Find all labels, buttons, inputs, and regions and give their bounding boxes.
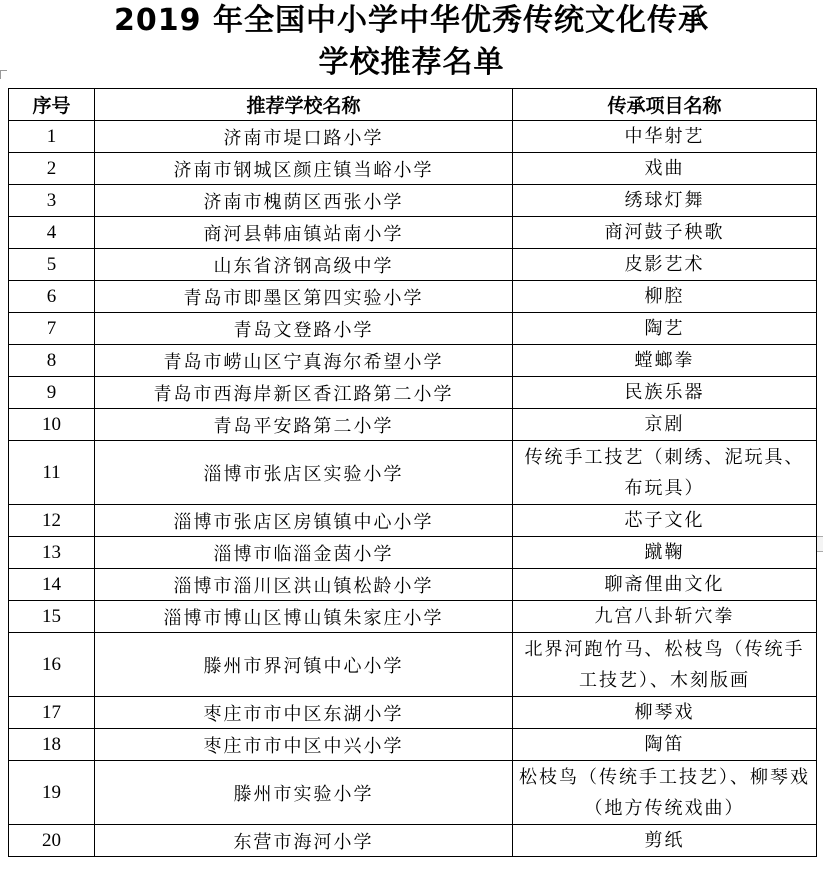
project-name: 剪纸 xyxy=(513,825,817,857)
project-name: 京剧 xyxy=(513,409,817,441)
table-row xyxy=(9,185,817,217)
project-name: 柳琴戏 xyxy=(513,697,817,729)
project-name: 传统手工技艺（刺绣、泥玩具、布玩具） xyxy=(513,441,817,505)
project-name: 中华射艺 xyxy=(513,121,817,153)
school-name: 淄博市博山区博山镇朱家庄小学 xyxy=(95,601,513,633)
school-name: 济南市钢城区颜庄镇当峪小学 xyxy=(95,153,513,185)
row-index: 9 xyxy=(9,377,95,409)
project-name: 北界河跑竹马、松枝鸟（传统手工技艺）、木刻版画 xyxy=(513,633,817,697)
project-name: 螳螂拳 xyxy=(513,345,817,377)
row-index: 17 xyxy=(9,697,95,729)
row-index: 20 xyxy=(9,825,95,857)
school-name: 商河县韩庙镇站南小学 xyxy=(95,217,513,249)
table-row xyxy=(9,249,817,281)
table-row xyxy=(9,345,817,377)
table-row xyxy=(9,505,817,537)
school-name: 淄博市临淄金茵小学 xyxy=(95,537,513,569)
school-name: 滕州市界河镇中心小学 xyxy=(95,633,513,697)
table-row xyxy=(9,569,817,601)
table-row xyxy=(9,217,817,249)
row-index: 16 xyxy=(9,633,95,697)
school-name: 青岛平安路第二小学 xyxy=(95,409,513,441)
page-subtitle: 学校推荐名单 xyxy=(318,45,505,80)
table-row xyxy=(9,153,817,185)
school-name: 青岛市西海岸新区香江路第二小学 xyxy=(95,377,513,409)
row-index: 5 xyxy=(9,249,95,281)
project-name: 柳腔 xyxy=(513,281,817,313)
school-name: 枣庄市市中区东湖小学 xyxy=(95,697,513,729)
school-name: 枣庄市市中区中兴小学 xyxy=(95,729,513,761)
school-name: 淄博市张店区房镇镇中心小学 xyxy=(95,505,513,537)
school-name: 淄博市淄川区洪山镇松龄小学 xyxy=(95,569,513,601)
project-name: 陶笛 xyxy=(513,729,817,761)
table-move-handle[interactable] xyxy=(0,70,7,79)
row-index: 1 xyxy=(9,121,95,153)
row-index: 11 xyxy=(9,441,95,505)
project-name: 绣球灯舞 xyxy=(513,185,817,217)
project-name: 皮影艺术 xyxy=(513,249,817,281)
table-row xyxy=(9,313,817,345)
header-index: 序号 xyxy=(9,89,95,121)
table-row xyxy=(9,377,817,409)
row-index: 13 xyxy=(9,537,95,569)
row-index: 15 xyxy=(9,601,95,633)
school-name: 济南市槐荫区西张小学 xyxy=(95,185,513,217)
project-name: 戏曲 xyxy=(513,153,817,185)
table-resize-handle[interactable] xyxy=(816,536,823,552)
table-row xyxy=(9,409,817,441)
school-list-table xyxy=(8,88,817,857)
table-row xyxy=(9,537,817,569)
header-project: 传承项目名称 xyxy=(513,89,817,121)
table-row xyxy=(9,281,817,313)
project-name: 芯子文化 xyxy=(513,505,817,537)
table-header-row xyxy=(9,89,817,121)
table-row xyxy=(9,633,817,697)
school-name: 滕州市实验小学 xyxy=(95,761,513,825)
row-index: 3 xyxy=(9,185,95,217)
header-school: 推荐学校名称 xyxy=(95,89,513,121)
school-name: 青岛市即墨区第四实验小学 xyxy=(95,281,513,313)
row-index: 18 xyxy=(9,729,95,761)
table-row xyxy=(9,121,817,153)
table-row xyxy=(9,441,817,505)
school-name: 东营市海河小学 xyxy=(95,825,513,857)
row-index: 14 xyxy=(9,569,95,601)
school-name: 淄博市张店区实验小学 xyxy=(95,441,513,505)
table-row xyxy=(9,729,817,761)
table-row xyxy=(9,601,817,633)
table-row xyxy=(9,697,817,729)
project-name: 九宫八卦斩穴拳 xyxy=(513,601,817,633)
project-name: 松枝鸟（传统手工技艺）、柳琴戏（地方传统戏曲） xyxy=(513,761,817,825)
row-index: 8 xyxy=(9,345,95,377)
row-index: 2 xyxy=(9,153,95,185)
project-name: 商河鼓子秧歌 xyxy=(513,217,817,249)
school-name: 山东省济钢高级中学 xyxy=(95,249,513,281)
row-index: 10 xyxy=(9,409,95,441)
page-title: 2019 年全国中小学中华优秀传统文化传承 xyxy=(114,3,709,38)
row-index: 7 xyxy=(9,313,95,345)
table-row xyxy=(9,761,817,825)
project-name: 民族乐器 xyxy=(513,377,817,409)
row-index: 12 xyxy=(9,505,95,537)
row-index: 19 xyxy=(9,761,95,825)
project-name: 聊斋俚曲文化 xyxy=(513,569,817,601)
school-name: 青岛市崂山区宁真海尔希望小学 xyxy=(95,345,513,377)
project-name: 陶艺 xyxy=(513,313,817,345)
row-index: 6 xyxy=(9,281,95,313)
row-index: 4 xyxy=(9,217,95,249)
project-name: 蹴鞠 xyxy=(513,537,817,569)
school-name: 济南市堤口路小学 xyxy=(95,121,513,153)
school-name: 青岛文登路小学 xyxy=(95,313,513,345)
table-row xyxy=(9,825,817,857)
